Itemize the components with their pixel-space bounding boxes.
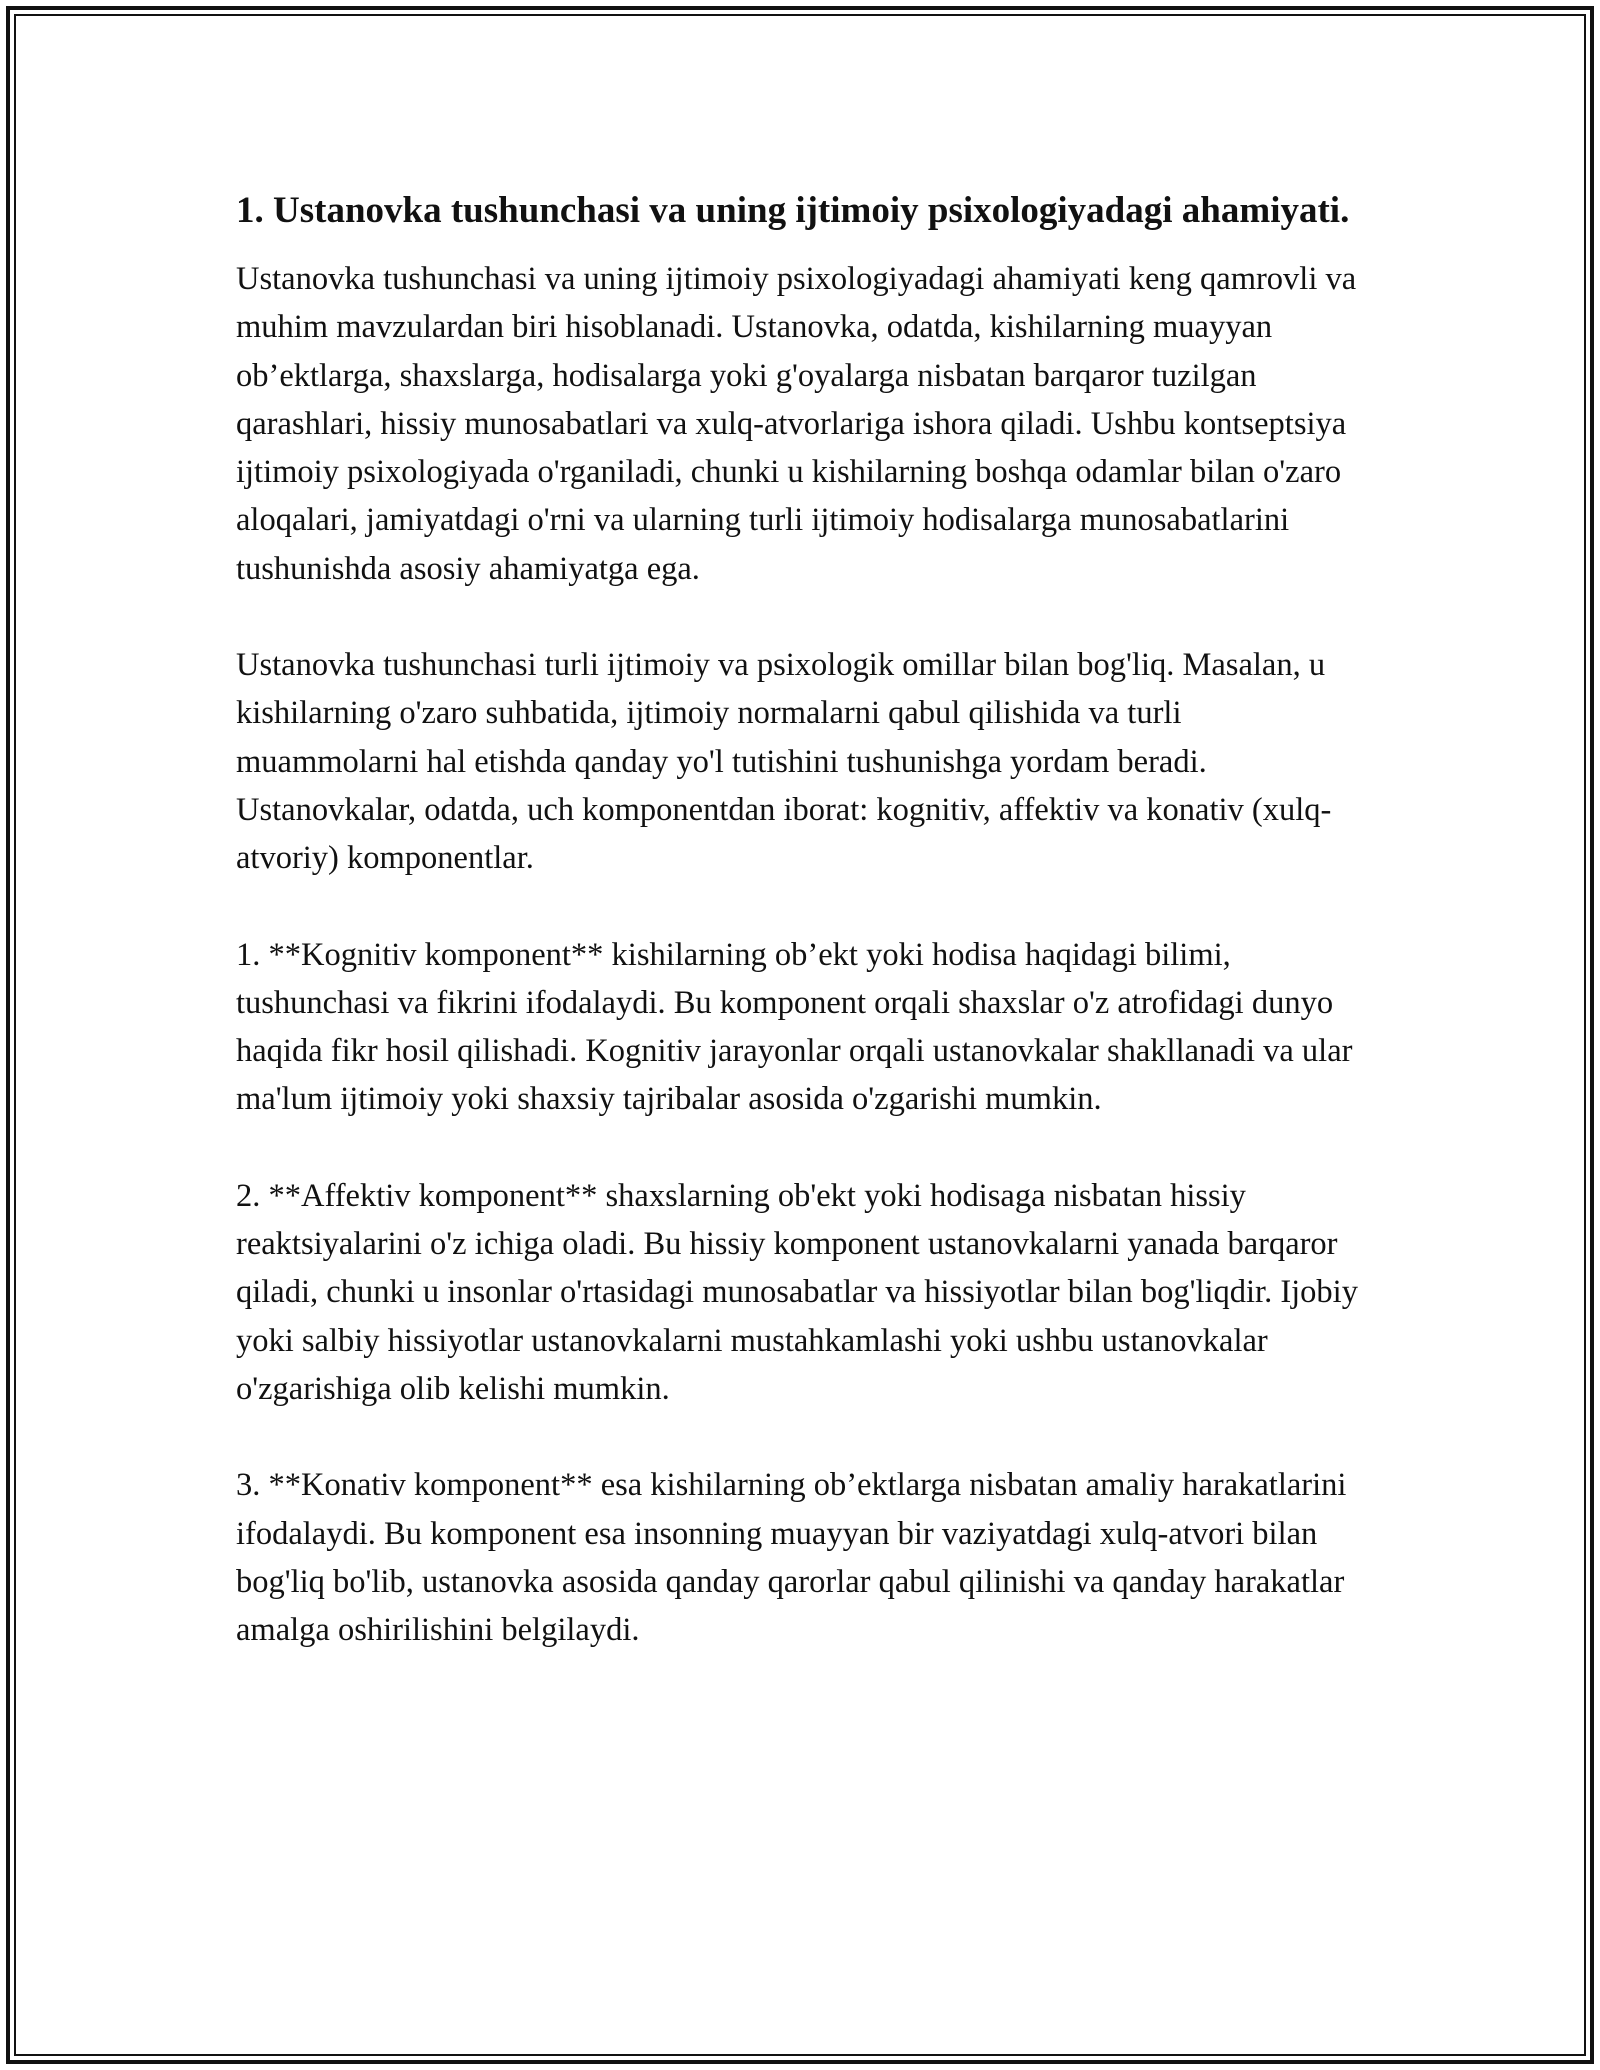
paragraph-components: Ustanovka tushunchasi turli ijtimoiy va psixologik omillar bilan bog'liq. Masalan, u kishilarning o'zaro suhbatida, ijtimoiy normalarni qabul qilishida va turli muammolarni hal etishda qanday yo'l tutishini tushunishga yordam beradi. Ustanovkalar, odatda, uch komponentdan iborat: kognitiv, affektiv va konativ (xulq-atvoriy) komponentlar. [236,647,1332,877]
paragraph-affective: 2. **Affektiv komponent** shaxslarning ob'ekt yoki hodisaga nisbatan hissiy reaktsiyalarini o'z ichiga oladi. Bu hissiy komponent ustanovkalarni yanada barqaror qiladi, chunki u insonlar o'rtasidagi munosabatlar va hissiyotlar bilan bog'liqdir. Ijobiy yoki salbiy hissiyotlar ustanovkalarni mustahkamlashi yoki ushbu ustanovkalar o'zgarishiga olib kelishi mumkin. [236,1177,1358,1407]
paragraph-conative: 3. **Konativ komponent** esa kishilarning ob’ektlarga nisbatan amaliy harakatlarini ifodalaydi. Bu komponent esa insonning muayyan bir vaziyatdagi xulq-atvori bilan bog'liq bo'lib, ustanovka asosida qanday qarorlar qabul qilinishi va qanday harakatlar amalga oshirilishini belgilaydi. [236,1467,1347,1649]
spacer [236,593,1366,641]
paragraph-cognitive: 1. **Kognitiv komponent** kishilarning ob’ekt yoki hodisa haqidagi bilimi, tushunchasi va fikrini ifodalaydi. Bu komponent orqali shaxslar o'z atrofidagi dunyo haqida fikr hosil qilishadi. Kognitiv jarayonlar orqali ustanovkalar shakllanadi va ular ma'lum ijtimoiy yoki shaxsiy tajribalar asosida o'zgarishi mumkin. [236,936,1353,1118]
document-title: 1. Ustanovka tushunchasi va uning ijtimoiy psixologiyadagi ahamiyati. [236,190,1350,231]
spacer [236,1413,1366,1461]
spacer [236,235,1366,255]
spacer [236,1124,1366,1172]
spacer [236,883,1366,931]
document-body [236,187,1366,1654]
paragraph-intro: Ustanovka tushunchasi va uning ijtimoiy psixologiyadagi ahamiyati keng qamrovli va muhim mavzulardan biri hisoblanadi. Ustanovka, odatda, kishilarning muayyan ob’ektlarga, shaxslarga, hodisalarga yoki g'oyalarga nisbatan barqaror tuzilgan qarashlari, hissiy munosabatlari va xulq-atvorlariga ishora qiladi. Ushbu kontseptsiya ijtimoiy psixologiyada o'rganiladi, chunki u kishilarning boshqa odamlar bilan o'zaro aloqalari, jamiyatdagi o'rni va ularning turli ijtimoiy hodisalarga munosabatlarini tushunishda asosiy ahamiyatga ega. [236,261,1357,587]
